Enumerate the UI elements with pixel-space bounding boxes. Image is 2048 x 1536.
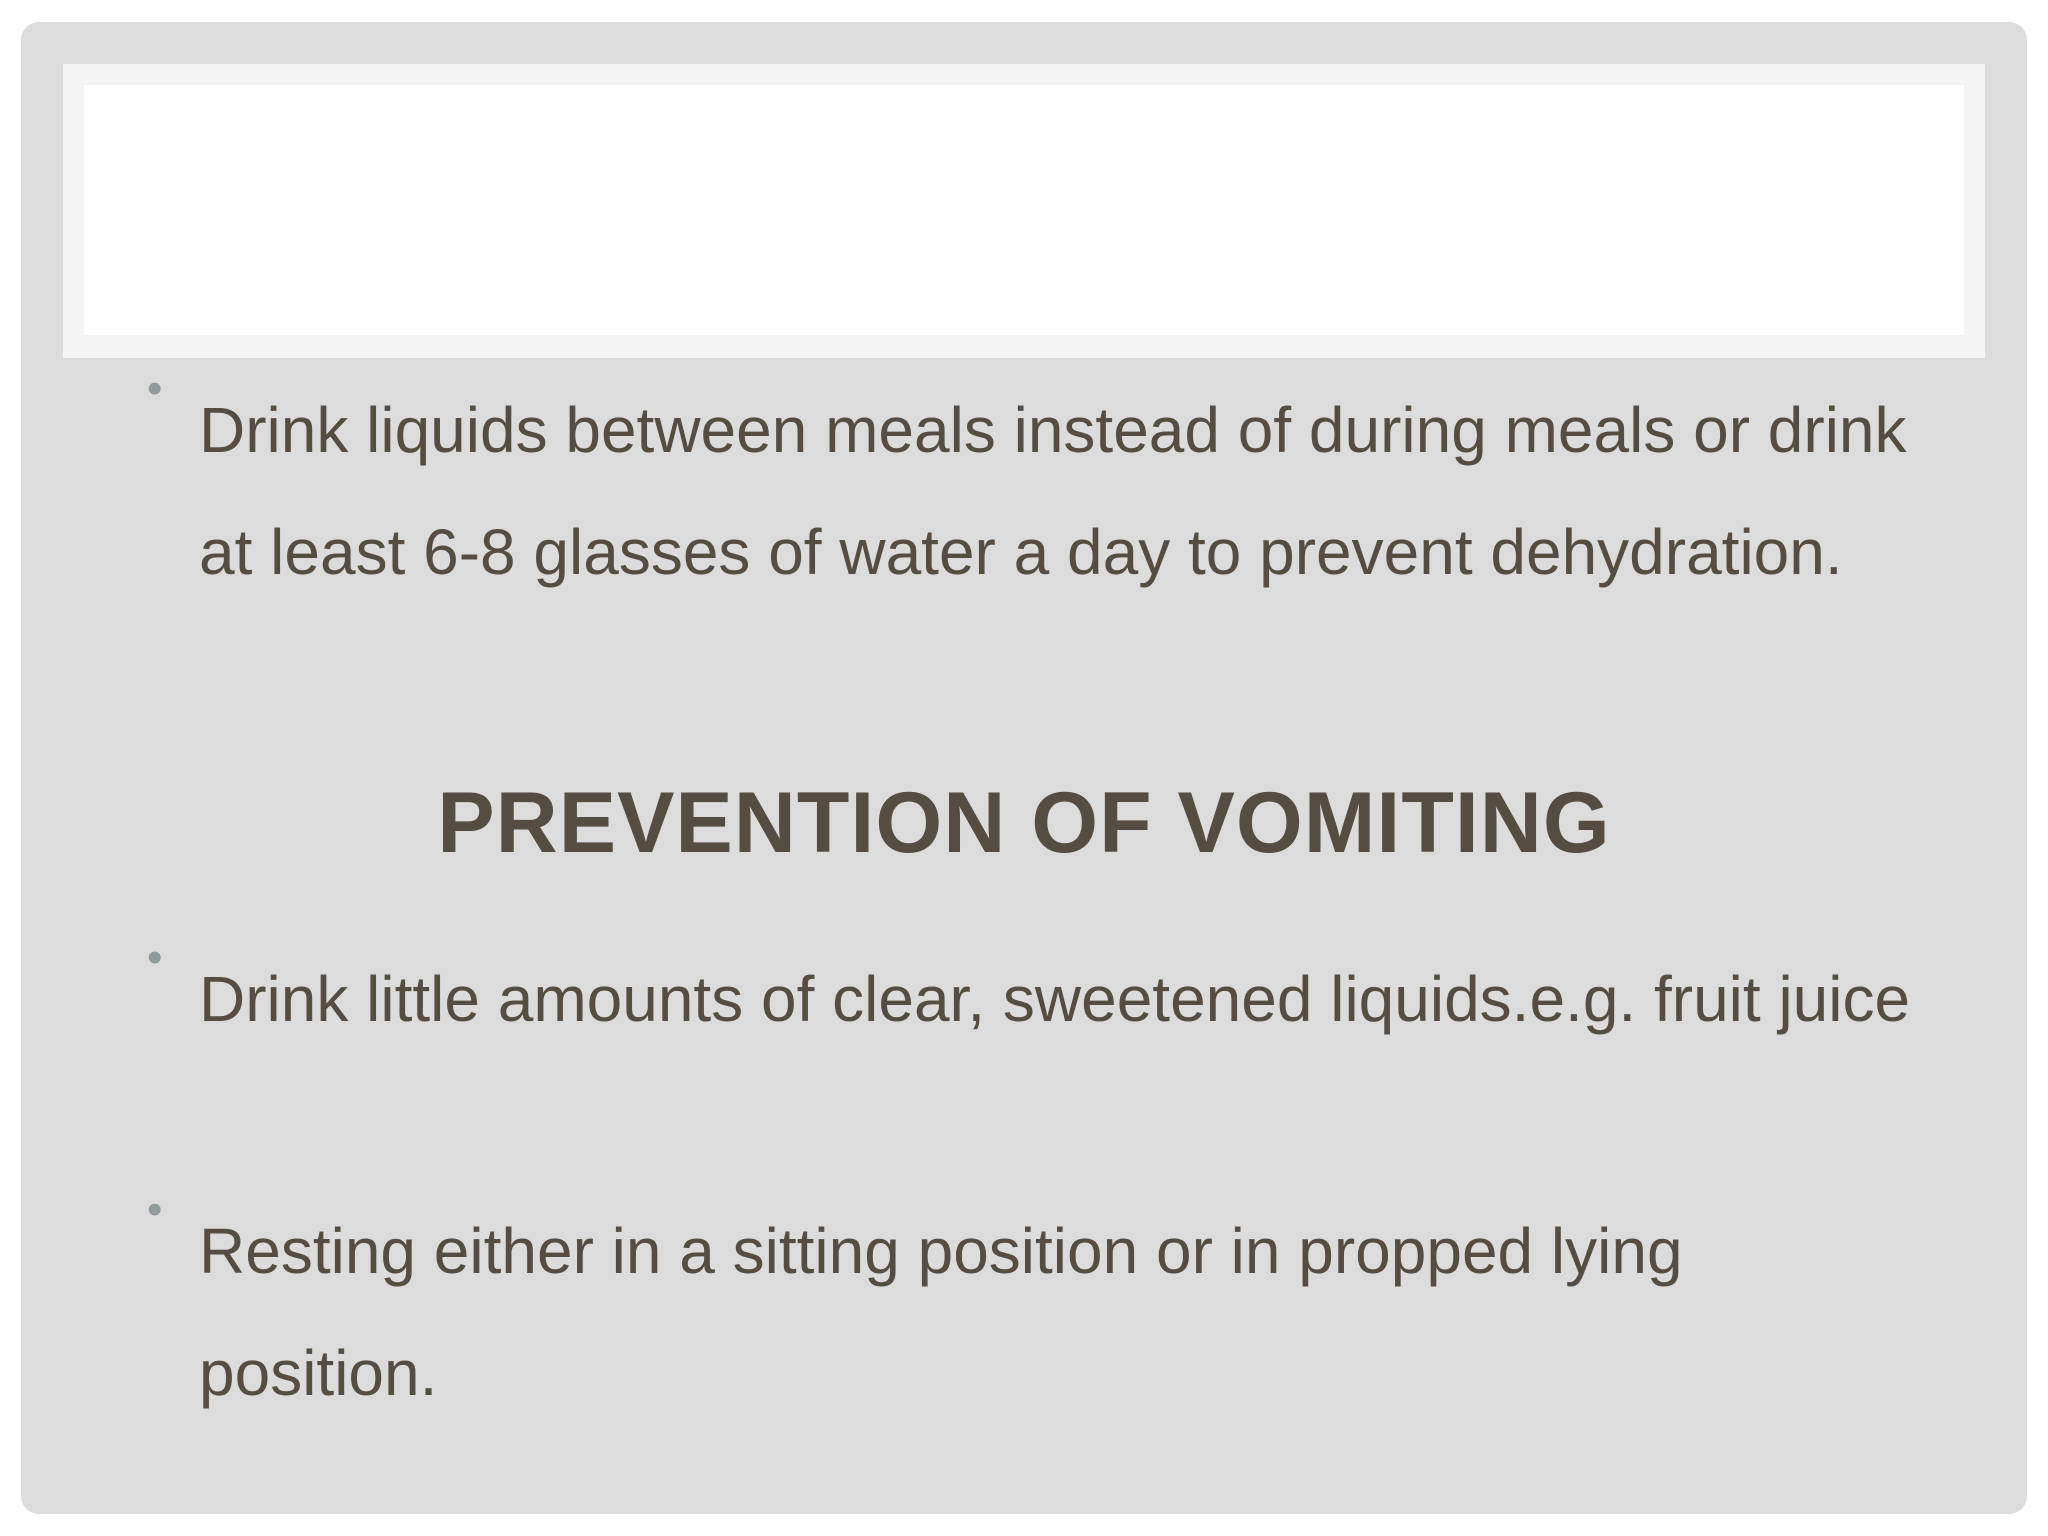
- bullet-marker: •: [147, 933, 163, 982]
- slide-content: [21, 22, 2027, 1514]
- bullet-item-clear-liquids: Drink little amounts of clear, sweetened liquids.e.g. fruit juice: [199, 963, 1911, 1035]
- slide: [21, 22, 2027, 1514]
- bullet-item-liquids: Drink liquids between meals instead of during meals or drink at least 6-8 glasses of water a day to prevent dehydration.: [199, 394, 1907, 588]
- bullet-item-resting: Resting either in a sitting position or in propped lying position.: [199, 1215, 1683, 1409]
- section-heading: PREVENTION OF VOMITING: [437, 775, 1611, 871]
- bullet-marker: •: [147, 364, 163, 413]
- bullet-marker: •: [147, 1185, 163, 1234]
